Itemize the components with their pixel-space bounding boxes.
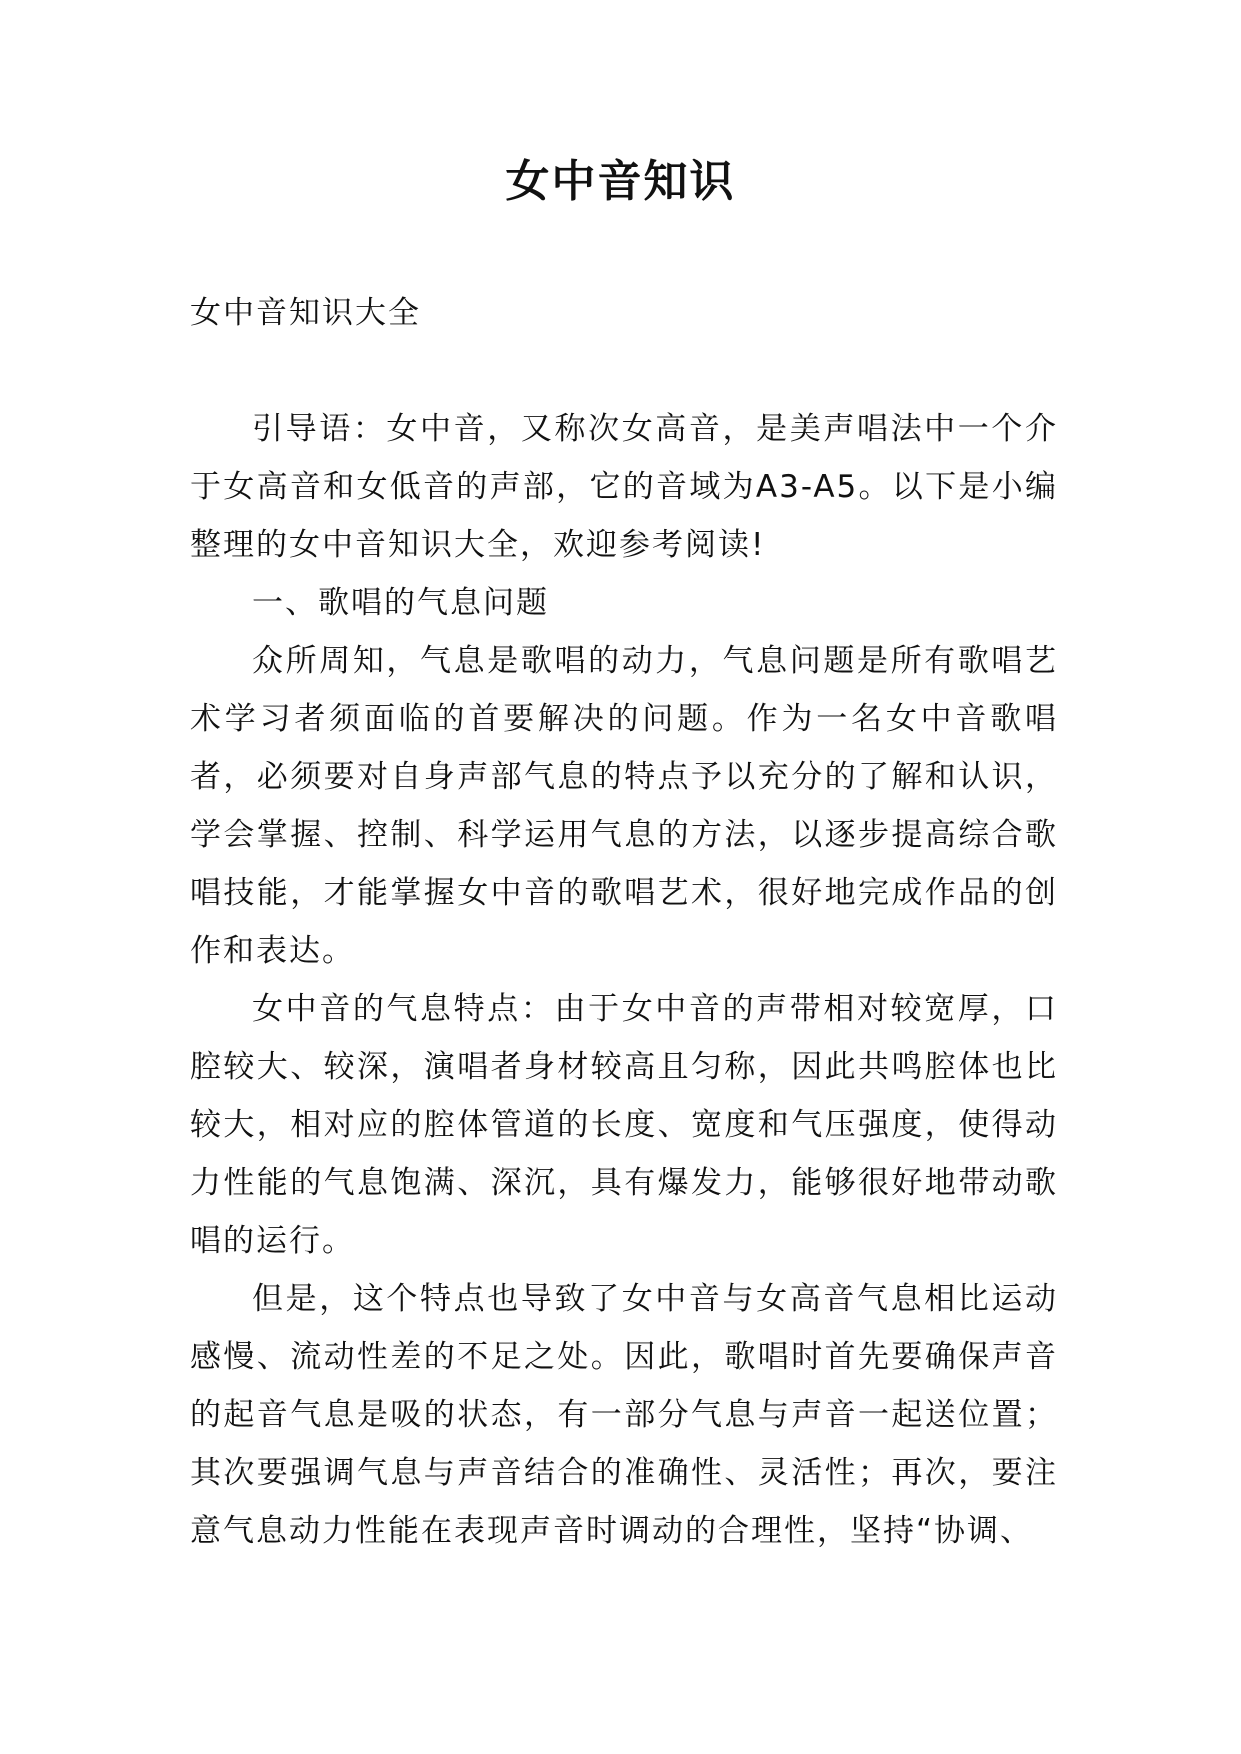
document-body [190,284,1058,1560]
body-paragraph: 众所周知，气息是歌唱的动力，气息问题是所有歌唱艺术学习者须面临的首要解决的问题。作为一名女中音歌唱者，必须要对自身声部气息的特点予以充分的了解和认识，学会掌握、控制、科学运用气息的方法，以逐步提高综合歌唱技能，才能掌握女中音的歌唱艺术，很好地完成作品的创作和表达。 [190,643,1058,969]
document-subtitle: 女中音知识大全 [190,295,421,331]
body-paragraph: 但是，这个特点也导致了女中音与女高音气息相比运动感慢、流动性差的不足之处。因此，歌唱时首先要确保声音的起音气息是吸的状态，有一部分气息与声音一起送位置；其次要强调气息与声音结合的准确性、灵活性；再次，要注意气息动力性能在表现声音时调动的合理性，坚持“协调、 [190,1281,1058,1549]
body-paragraph: 女中音的气息特点：由于女中音的声带相对较宽厚，口腔较大、较深，演唱者身材较高且匀称，因此共鸣腔体也比较大，相对应的腔体管道的长度、宽度和气压强度，使得动力性能的气息饱满、深沉，具有爆发力，能够很好地带动歌唱的运行。 [190,991,1058,1259]
intro-paragraph: 引导语：女中音，又称次女高音，是美声唱法中一个介于女高音和女低音的声部，它的音域为A3-A5。以下是小编整理的女中音知识大全，欢迎参考阅读! [190,411,1058,563]
document-title: 女中音知识 [505,156,736,207]
section-heading: 一、歌唱的气息问题 [252,585,549,621]
